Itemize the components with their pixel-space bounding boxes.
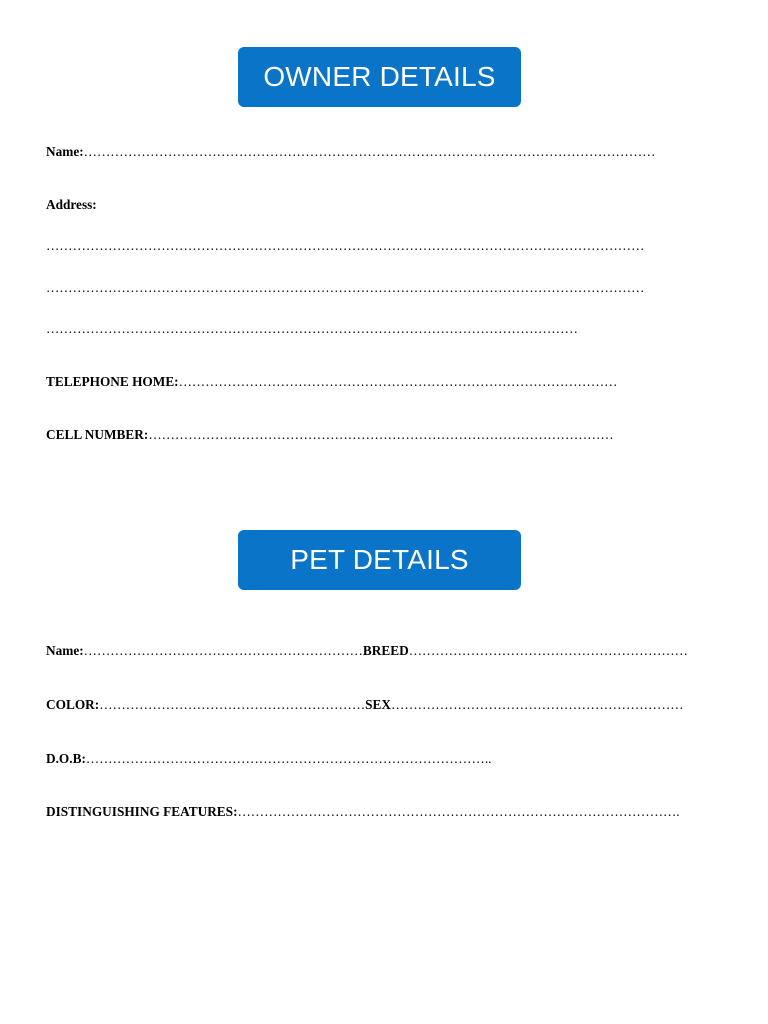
owner-name-field[interactable] (46, 144, 655, 160)
pet-name-label: Name: (46, 643, 84, 658)
distinguishing-features-field[interactable] (46, 804, 680, 820)
dob-field[interactable] (46, 751, 491, 767)
pet-name-breed-row[interactable] (46, 643, 688, 659)
address-line-blank[interactable]: ……………………………………………………………………………………………………………………… (46, 280, 645, 295)
pet-color-sex-row[interactable] (46, 697, 684, 713)
dob-label: D.O.B: (46, 751, 86, 766)
distinguishing-features-blank[interactable]: ………………………………………………………………………………………. (237, 804, 680, 819)
dob-blank[interactable]: ……………………………………………………………………………….. (85, 751, 492, 766)
owner-address-label (46, 197, 97, 213)
cell-number-field[interactable] (46, 427, 614, 443)
telephone-home-label: TELEPHONE HOME: (46, 374, 179, 389)
pet-name-blank[interactable]: ……………………………………………………… (83, 643, 363, 658)
color-blank[interactable]: …………………………………………………… (99, 697, 366, 712)
address-line-blank[interactable]: ………………………………………………………………………………………………………… (46, 321, 578, 336)
telephone-home-field[interactable] (46, 374, 617, 390)
owner-details-heading: OWNER DETAILS (238, 47, 521, 107)
sex-label: SEX (365, 697, 392, 712)
color-label: COLOR: (46, 697, 100, 712)
breed-blank[interactable]: ……………………………………………………… (408, 643, 688, 658)
distinguishing-features-label: DISTINGUISHING FEATURES: (46, 804, 238, 819)
telephone-home-blank[interactable]: ……………………………………………………………………………………… (178, 374, 618, 389)
owner-address-line-2[interactable] (46, 280, 644, 296)
address-label: Address: (46, 197, 97, 212)
breed-label: BREED (362, 643, 409, 658)
owner-address-line-3[interactable] (46, 321, 578, 337)
owner-name-blank[interactable]: ………………………………………………………………………………………………………………… (83, 144, 656, 159)
cell-number-blank[interactable]: …………………………………………………………………………………………… (148, 427, 614, 442)
sex-blank[interactable]: ………………………………………………………… (391, 697, 684, 712)
owner-address-line-1[interactable] (46, 238, 644, 254)
cell-number-label: CELL NUMBER: (46, 427, 149, 442)
owner-name-label: Name: (46, 144, 84, 159)
pet-details-heading: PET DETAILS (238, 530, 521, 590)
address-line-blank[interactable]: ……………………………………………………………………………………………………………………… (46, 238, 645, 253)
